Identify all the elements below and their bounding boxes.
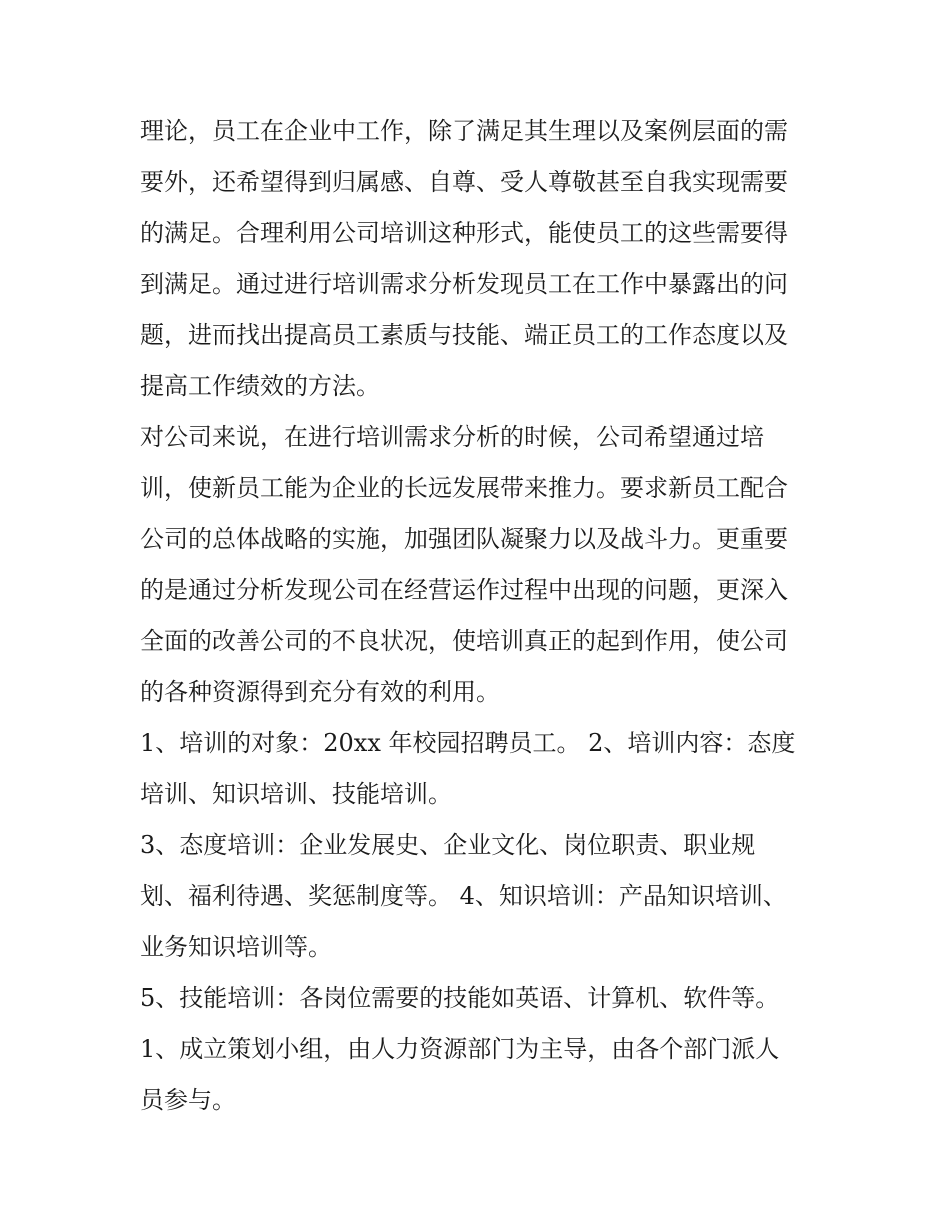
- document-body: [140, 106, 820, 1126]
- text-line: 培训、知识培训、技能培训。: [140, 780, 452, 808]
- text-line: 1、培训的对象：20xx 年校园招聘员工。 2、培训内容：态度: [140, 729, 796, 757]
- text-line: 5、技能培训：各岗位需要的技能如英语、计算机、软件等。: [140, 984, 780, 1012]
- text-line: 理论，员工在企业中工作，除了满足其生理以及案例层面的需: [140, 117, 788, 145]
- text-line: 训，使新员工能为企业的长远发展带来推力。要求新员工配合: [140, 474, 788, 502]
- text-line: 的是通过分析发现公司在经营运作过程中出现的问题，更深入: [140, 576, 788, 604]
- text-line: 划、福利待遇、奖惩制度等。 4、知识培训：产品知识培训、: [140, 882, 787, 910]
- text-line: 3、态度培训：企业发展史、企业文化、岗位职责、职业规: [140, 831, 756, 859]
- text-line: 的满足。合理利用公司培训这种形式，能使员工的这些需要得: [140, 219, 788, 247]
- text-line: 题，进而找出提高员工素质与技能、端正员工的工作态度以及: [140, 321, 788, 349]
- text-line: 到满足。通过进行培训需求分析发现员工在工作中暴露出的问: [140, 270, 788, 298]
- text-line: 的各种资源得到充分有效的利用。: [140, 678, 500, 706]
- text-line: 提高工作绩效的方法。: [140, 372, 380, 400]
- text-line: 公司的总体战略的实施，加强团队凝聚力以及战斗力。更重要: [140, 525, 788, 553]
- text-line: 员参与。: [140, 1086, 236, 1114]
- text-line: 1、成立策划小组，由人力资源部门为主导，由各个部门派人: [140, 1035, 780, 1063]
- text-line: 对公司来说，在进行培训需求分析的时候，公司希望通过培: [140, 423, 764, 451]
- text-line: 全面的改善公司的不良状况，使培训真正的起到作用，使公司: [140, 627, 788, 655]
- text-line: 要外，还希望得到归属感、自尊、受人尊敬甚至自我实现需要: [140, 168, 788, 196]
- text-line: 业务知识培训等。: [140, 933, 332, 961]
